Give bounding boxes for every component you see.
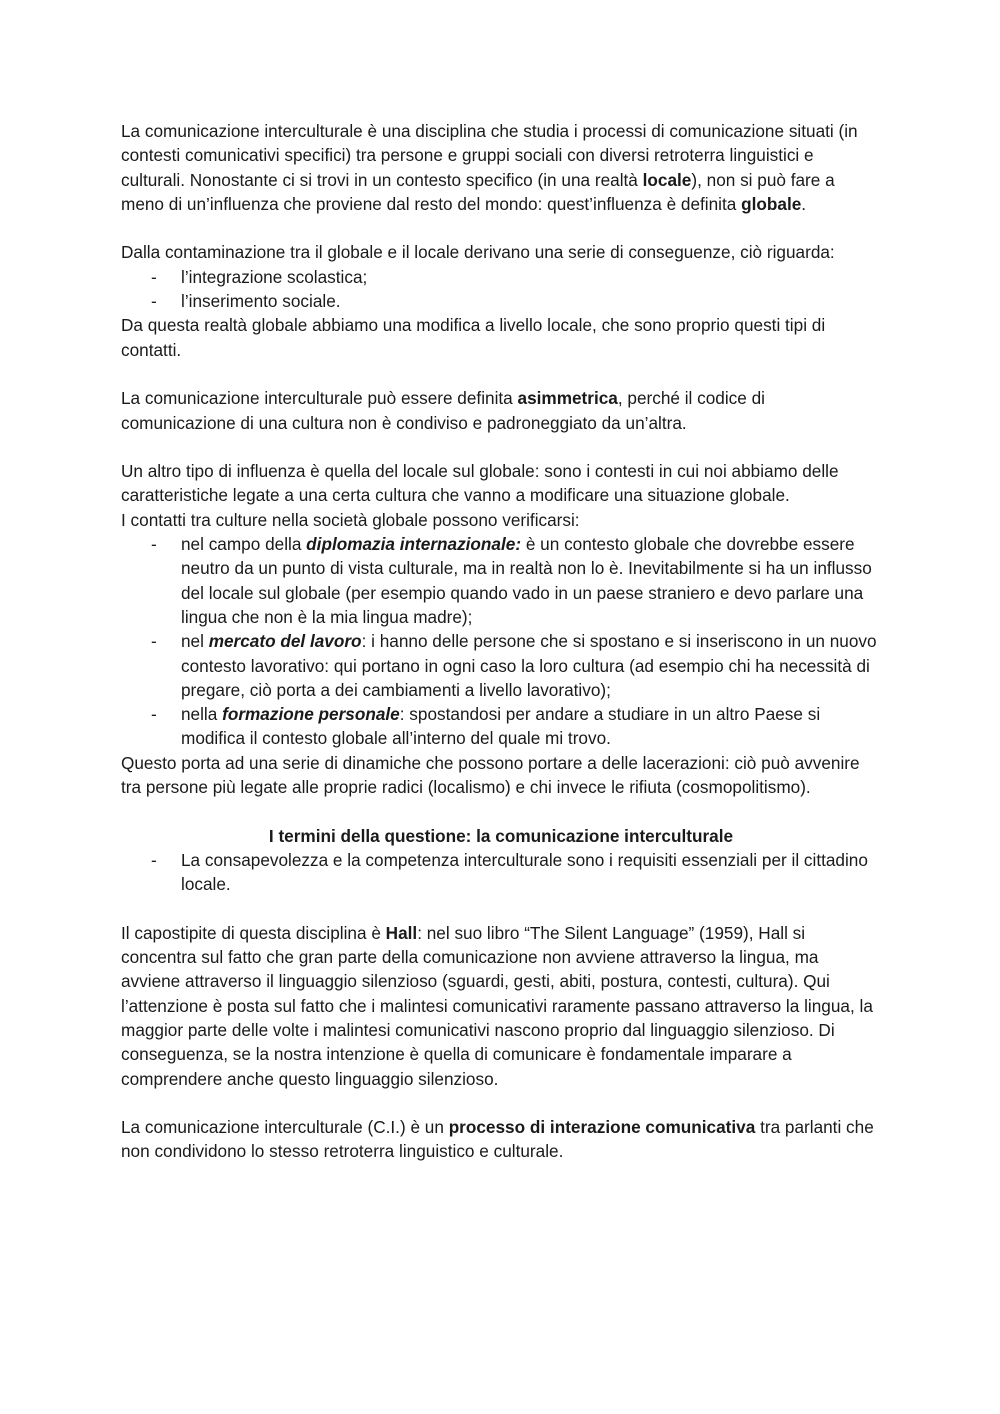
text: , perché il codice di comunicazione di una cultura non è condiviso e padroneggiato da un’altra.	[121, 388, 765, 433]
text: La comunicazione interculturale (C.I.) è un	[121, 1117, 449, 1138]
bold-italic-term: diplomazia internazionale:	[306, 534, 522, 555]
bold-term-locale: locale	[642, 169, 692, 190]
bold-italic-term: formazione personale	[222, 704, 400, 725]
text: tra parlanti che non condividono lo stesso retroterra linguistico e culturale.	[121, 1117, 874, 1162]
paragraph-realta-globale: Da questa realtà globale abbiamo una modifica a livello locale, che sono proprio questi tipi di contatti.	[121, 315, 826, 360]
paragraph-contaminazione: Dalla contaminazione tra il globale e il locale derivano una serie di conseguenze, ciò riguarda:	[121, 242, 835, 263]
section-heading: I termini della questione: la comunicazione interculturale	[268, 825, 734, 846]
text: nella	[181, 704, 223, 725]
spacer	[121, 216, 881, 240]
list-item	[121, 532, 881, 629]
spacer	[121, 362, 881, 386]
bold-italic-term: mercato del lavoro	[208, 631, 362, 652]
list-item: - l’integrazione scolastica;	[121, 265, 881, 289]
text: nel campo della	[181, 534, 307, 555]
text: : nel suo libro “The Silent Language” (1959), Hall si concentra sul fatto che gran parte della comunicazione non avviene attraverso la lingua, ma avviene attraverso il linguaggio silenzioso (sguardi, gesti, abiti, postura, contesti, cultura). Qui l’attenzione è posta sul fatto che i malintesi comunicativi raramente passano attraverso la lingua, la maggior parte delle volte i malintesi comunicativi nascono proprio dal linguaggio silenzioso. Di conseguenza, se la nostra intenzione è quella di comunicare è fondamentale imparare a comprendere anche questo linguaggio silenzioso.	[121, 922, 873, 1089]
paragraph-influenza-locale: Un altro tipo di influenza è quella del locale sul globale: sono i contesti in cui noi abbiamo delle caratteristiche legate a una certa cultura che vanno a modificare una situazione globale.	[121, 461, 839, 506]
spacer	[121, 897, 881, 921]
text: : spostandosi per andare a studiare in un altro Paese si modifica il contesto globale all’interno del quale mi trovo.	[181, 704, 821, 749]
paragraph-hall	[121, 921, 881, 1091]
bold-term-hall: Hall	[385, 922, 418, 943]
text: nel	[181, 631, 209, 652]
bold-term-processo: processo di interazione comunicativa	[448, 1117, 756, 1138]
text: Il capostipite di questa disciplina è	[121, 922, 386, 943]
paragraph-dinamiche: Questo porta ad una serie di dinamiche che possono portare a delle lacerazioni: ciò può avvenire tra persone più legate alle proprie radici (localismo) e chi invece le rifiuta (cosmopolitismo).	[121, 752, 860, 798]
text: .	[801, 193, 807, 214]
list-item	[121, 629, 881, 702]
list-item: - l’inserimento sociale.	[121, 289, 881, 313]
requirements-list	[121, 848, 881, 897]
paragraph-intro	[121, 119, 881, 216]
bold-term-asimmetrica: asimmetrica	[517, 388, 618, 409]
document-page	[121, 119, 881, 1164]
text: ), non si può fare a meno di un’influenza che proviene dal resto del mondo: quest’influenza è definita	[121, 169, 835, 214]
paragraph-asimmetrica	[121, 386, 881, 435]
bold-term-globale: globale	[741, 193, 802, 214]
paragraph-contatti: I contatti tra culture nella società globale possono verificarsi:	[121, 509, 580, 530]
text: : i hanno delle persone che si spostano e si inseriscono in un nuovo contesto lavorativo: qui portano in ogni caso la loro cultura (ad esempio chi ha necessità di pregare, ciò porta a dei cambiamenti a livello lavorativo);	[181, 631, 877, 700]
text: La comunicazione interculturale è una disciplina che studia i processi di comunicazione situati (in contesti comunicativi specifici) tra persone e gruppi sociali con diversi retroterra linguistici e culturali. Nonostante ci si trovi in un contesto specifico (in una realtà	[121, 121, 858, 190]
spacer	[121, 435, 881, 459]
spacer	[121, 1091, 881, 1115]
text: è un contesto globale che dovrebbe essere neutro da un punto di vista culturale, ma in realtà non lo è. Inevitabilmente si ha un influsso del locale sul globale (per esempio quando vado in un paese straniero e devo parlare una lingua che non è la mia lingua madre);	[181, 534, 872, 627]
paragraph-definizione	[121, 1115, 881, 1164]
consequences-list	[121, 265, 881, 314]
contacts-list	[121, 532, 881, 751]
text: La comunicazione interculturale può essere definita	[121, 388, 518, 409]
spacer	[121, 799, 881, 823]
list-item	[121, 702, 881, 751]
list-item: - La consapevolezza e la competenza interculturale sono i requisiti essenziali per il cittadino locale.	[121, 848, 881, 897]
